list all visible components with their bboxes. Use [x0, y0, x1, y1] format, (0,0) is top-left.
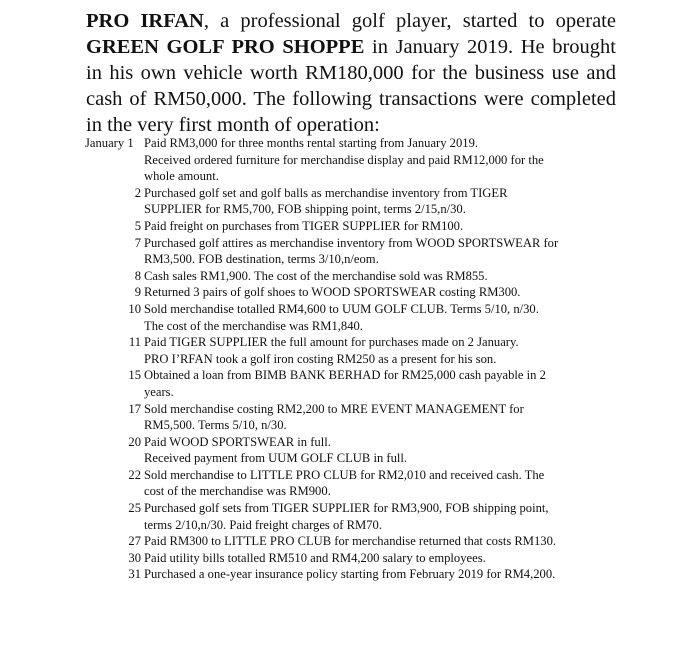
- transaction-line: [88, 334, 628, 351]
- transaction-day: [88, 467, 141, 484]
- day-number: 9: [134, 285, 141, 300]
- transaction-line: [88, 218, 628, 235]
- month-label: January: [85, 136, 125, 150]
- transaction-line: [88, 566, 628, 583]
- transaction-day: [88, 566, 141, 583]
- transaction-text: Purchased a one-year insurance policy starting from February 2019 for RM4,200.: [144, 567, 556, 582]
- transaction-day: [88, 301, 141, 318]
- transaction-day: [88, 550, 141, 567]
- transaction-line: [88, 533, 628, 550]
- transaction-line: [88, 268, 628, 285]
- intro-text-2: in January 2019. He brought in his own vehicle worth RM180,000 for the business use and cash of RM50,000. The following transactions were completed in the very first month of operation:: [86, 36, 617, 136]
- day-number: 15: [128, 368, 141, 383]
- transaction-text: Cash sales RM1,900. The cost of the merchandise sold was RM855.: [144, 268, 488, 283]
- transaction-text: Received payment from UUM GOLF CLUB in full.: [144, 451, 408, 466]
- transaction-text: Paid utility bills totalled RM510 and RM4,200 salary to employees.: [144, 550, 486, 565]
- transaction-text: Purchased golf set and golf balls as merchandise inventory from TIGER: [144, 185, 508, 200]
- intro-name: PRO IRFAN: [86, 10, 204, 32]
- transaction-day: [88, 334, 141, 351]
- transaction-day: [88, 533, 141, 550]
- day-number: 2: [134, 185, 141, 200]
- transaction-line: [88, 467, 628, 484]
- day-number: 8: [134, 268, 141, 283]
- transaction-day: [88, 185, 141, 202]
- transaction-day: [88, 218, 141, 235]
- transaction-line: [88, 401, 628, 418]
- transaction-text: Paid WOOD SPORTSWEAR in full.: [144, 434, 331, 449]
- transaction-day: [88, 401, 141, 418]
- day-number: 7: [134, 235, 141, 250]
- day-number: 5: [134, 218, 141, 233]
- intro-shop: GREEN GOLF PRO SHOPPE: [86, 36, 365, 58]
- transaction-line: [88, 351, 628, 368]
- transaction-text: Sold merchandise to LITTLE PRO CLUB for RM2,010 and received cash. The: [144, 467, 545, 482]
- transaction-text: PRO I’RFAN took a golf iron costing RM250 as a present for his son.: [144, 351, 497, 366]
- transaction-line: [88, 500, 628, 517]
- transaction-day: [88, 268, 141, 285]
- day-number: 10: [128, 301, 141, 316]
- transaction-line: [88, 367, 628, 384]
- transaction-line: [88, 417, 628, 434]
- transaction-line: [88, 434, 628, 451]
- transaction-text: Paid TIGER SUPPLIER the full amount for purchases made on 2 January.: [144, 335, 519, 350]
- transaction-text: RM3,500. FOB destination, terms 3/10,n/eom.: [144, 252, 379, 267]
- transaction-text: RM5,500. Terms 5/10, n/30.: [144, 418, 287, 433]
- day-number: 1: [127, 136, 134, 150]
- transaction-line: [88, 450, 628, 467]
- transaction-text: Paid freight on purchases from TIGER SUPPLIER for RM100.: [144, 218, 464, 233]
- day-number: 11: [128, 335, 141, 350]
- transaction-text: whole amount.: [144, 169, 219, 184]
- transaction-text: Sold merchandise costing RM2,200 to MRE EVENT MANAGEMENT for: [144, 401, 524, 416]
- transaction-line: [88, 301, 628, 318]
- transaction-line: [88, 251, 628, 268]
- transaction-day: [88, 284, 141, 301]
- day-number: 20: [128, 434, 141, 449]
- transaction-text: Sold merchandise totalled RM4,600 to UUM GOLF CLUB. Terms 5/10, n/30.: [144, 301, 539, 316]
- transaction-text: Purchased golf sets from TIGER SUPPLIER for RM3,900, FOB shipping point,: [144, 501, 549, 516]
- day-number: 27: [128, 534, 141, 549]
- transaction-text: Received ordered furniture for merchandise display and paid RM12,000 for the: [144, 152, 544, 167]
- transaction-day: [88, 367, 141, 384]
- transaction-day: [88, 235, 141, 252]
- transaction-line: [88, 318, 628, 335]
- transaction-line: [88, 185, 628, 202]
- transaction-text: SUPPLIER for RM5,700, FOB shipping point, terms 2/15,n/30.: [144, 202, 466, 217]
- transaction-day: [88, 434, 141, 451]
- transaction-day: [85, 135, 134, 152]
- transaction-text: Obtained a loan from BIMB BANK BERHAD for RM25,000 cash payable in 2: [144, 368, 546, 383]
- day-number: 17: [128, 401, 141, 416]
- transaction-line: [88, 235, 628, 252]
- transaction-line: [88, 517, 628, 534]
- transaction-line: [88, 201, 628, 218]
- transaction-text: Paid RM300 to LITTLE PRO CLUB for merchandise returned that costs RM130.: [144, 534, 557, 549]
- day-number: 30: [128, 550, 141, 565]
- transaction-text: cost of the merchandise was RM900.: [144, 484, 331, 499]
- transaction-line: [88, 152, 628, 169]
- transaction-line: [88, 483, 628, 500]
- day-number: 22: [128, 467, 141, 482]
- transaction-day: [88, 500, 141, 517]
- transaction-text: years.: [144, 384, 174, 399]
- transaction-line: [88, 284, 628, 301]
- transaction-text: terms 2/10,n/30. Paid freight charges of RM70.: [144, 517, 382, 532]
- transaction-text: Returned 3 pairs of golf shoes to WOOD SPORTSWEAR costing RM300.: [144, 285, 521, 300]
- transaction-line: [85, 135, 628, 152]
- transaction-line: [88, 550, 628, 567]
- transaction-text: Purchased golf attires as merchandise inventory from WOOD SPORTSWEAR for: [144, 235, 559, 250]
- transaction-text: The cost of the merchandise was RM1,840.: [144, 318, 363, 333]
- transaction-list: [85, 135, 628, 583]
- intro-paragraph: [86, 8, 616, 138]
- transaction-line: [88, 168, 628, 185]
- transaction-text: Paid RM3,000 for three months rental starting from January 2019.: [144, 136, 479, 150]
- day-number: 25: [128, 501, 141, 516]
- transaction-line: [88, 384, 628, 401]
- day-number: 31: [128, 567, 141, 582]
- intro-text-1: , a professional golf player, started to operate: [203, 10, 616, 32]
